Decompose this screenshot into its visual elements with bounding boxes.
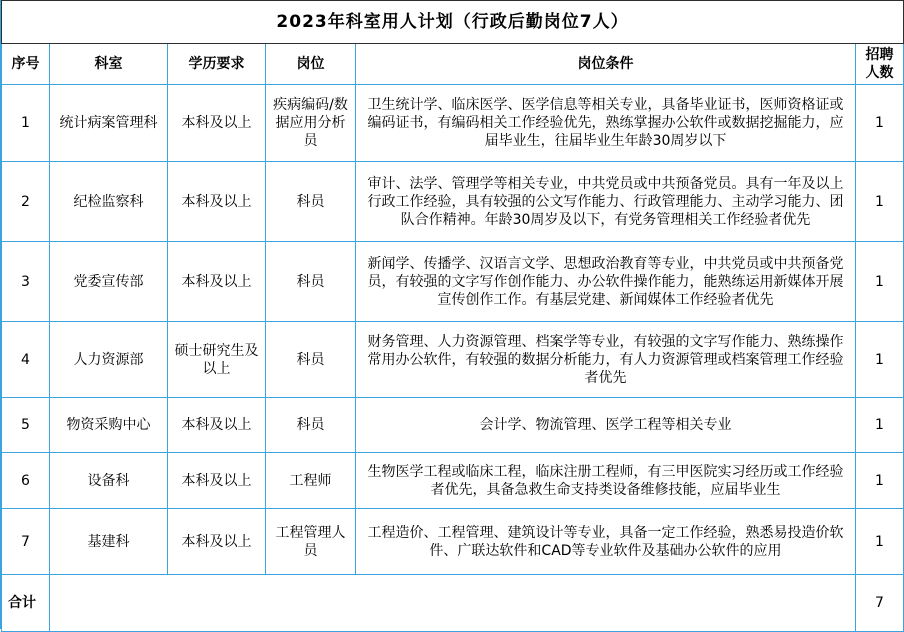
- table-row: [2, 322, 904, 398]
- recruitment-plan-table: [1, 0, 904, 632]
- row-count: 1: [856, 398, 904, 453]
- row-index: 3: [2, 242, 50, 322]
- row-department: 物资采购中心: [50, 398, 168, 453]
- total-label: 合计: [2, 575, 50, 632]
- row-position: 工程师: [266, 453, 356, 509]
- row-requirements: 财务管理、人力资源管理、档案学等专业，有较强的文字写作能力、熟练操作常用办公软件，有较强的数据分析能力，有人力资源管理或档案管理工作经验者优先: [356, 322, 856, 398]
- table-row: [2, 85, 904, 162]
- header-count: 招聘人数: [856, 44, 904, 85]
- header-department: 科室: [50, 44, 168, 85]
- row-index: 7: [2, 509, 50, 575]
- header-position: 岗位: [266, 44, 356, 85]
- row-education: 本科及以上: [168, 509, 266, 575]
- row-index: 2: [2, 162, 50, 242]
- table-row: [2, 242, 904, 322]
- table-title: 2023年科室用人计划（行政后勤岗位7人）: [2, 1, 904, 44]
- row-requirements: 会计学、物流管理、医学工程等相关专业: [356, 398, 856, 453]
- row-department: 人力资源部: [50, 322, 168, 398]
- row-index: 4: [2, 322, 50, 398]
- row-count: 1: [856, 453, 904, 509]
- row-position: 科员: [266, 242, 356, 322]
- row-position: 疾病编码/数据应用分析员: [266, 85, 356, 162]
- row-count: 1: [856, 85, 904, 162]
- row-education: 本科及以上: [168, 453, 266, 509]
- header-requirements: 岗位条件: [356, 44, 856, 85]
- row-count: 1: [856, 162, 904, 242]
- total-row: [2, 575, 904, 632]
- row-position: 科员: [266, 322, 356, 398]
- table-row: [2, 509, 904, 575]
- total-spacer: [50, 575, 856, 632]
- row-position: 科员: [266, 162, 356, 242]
- row-education: 本科及以上: [168, 398, 266, 453]
- row-department: 纪检监察科: [50, 162, 168, 242]
- table-row: [2, 453, 904, 509]
- row-education: 本科及以上: [168, 85, 266, 162]
- row-position: 工程管理人员: [266, 509, 356, 575]
- row-department: 统计病案管理科: [50, 85, 168, 162]
- row-index: 6: [2, 453, 50, 509]
- header-index: 序号: [2, 44, 50, 85]
- row-count: 1: [856, 242, 904, 322]
- row-education: 本科及以上: [168, 242, 266, 322]
- row-department: 党委宣传部: [50, 242, 168, 322]
- row-count: 1: [856, 509, 904, 575]
- row-position: 科员: [266, 398, 356, 453]
- row-education: 硕士研究生及以上: [168, 322, 266, 398]
- row-requirements: 新闻学、传播学、汉语言文学、思想政治教育等专业，中共党员或中共预备党员，有较强的文字写作创作能力、办公软件操作能力，能熟练运用新媒体开展宣传创作工作。有基层党建、新闻媒体工作经验者优先: [356, 242, 856, 322]
- row-department: 设备科: [50, 453, 168, 509]
- row-department: 基建科: [50, 509, 168, 575]
- row-count: 1: [856, 322, 904, 398]
- row-requirements: 审计、法学、管理学等相关专业，中共党员或中共预备党员。具有一年及以上行政工作经验，具有较强的公文写作能力、行政管理能力、主动学习能力、团队合作精神。年龄30周岁及以下，有党务管理相关工作经验者优先: [356, 162, 856, 242]
- row-education: 本科及以上: [168, 162, 266, 242]
- table-row: [2, 398, 904, 453]
- row-requirements: 生物医学工程或临床工程，临床注册工程师，有三甲医院实习经历或工作经验者优先，具备急救生命支持类设备维修技能，应届毕业生: [356, 453, 856, 509]
- row-index: 5: [2, 398, 50, 453]
- row-requirements: 工程造价、工程管理、建筑设计等专业，具备一定工作经验，熟悉易投造价软件、广联达软件和CAD等专业软件及基础办公软件的应用: [356, 509, 856, 575]
- total-count: 7: [856, 575, 904, 632]
- row-index: 1: [2, 85, 50, 162]
- table-row: [2, 162, 904, 242]
- row-requirements: 卫生统计学、临床医学、医学信息等相关专业，具备毕业证书，医师资格证或编码证书，有编码相关工作经验优先，熟练掌握办公软件或数据挖掘能力，应届毕业生，往届毕业生年龄30周岁以下: [356, 85, 856, 162]
- header-education: 学历要求: [168, 44, 266, 85]
- header-row: [2, 44, 904, 85]
